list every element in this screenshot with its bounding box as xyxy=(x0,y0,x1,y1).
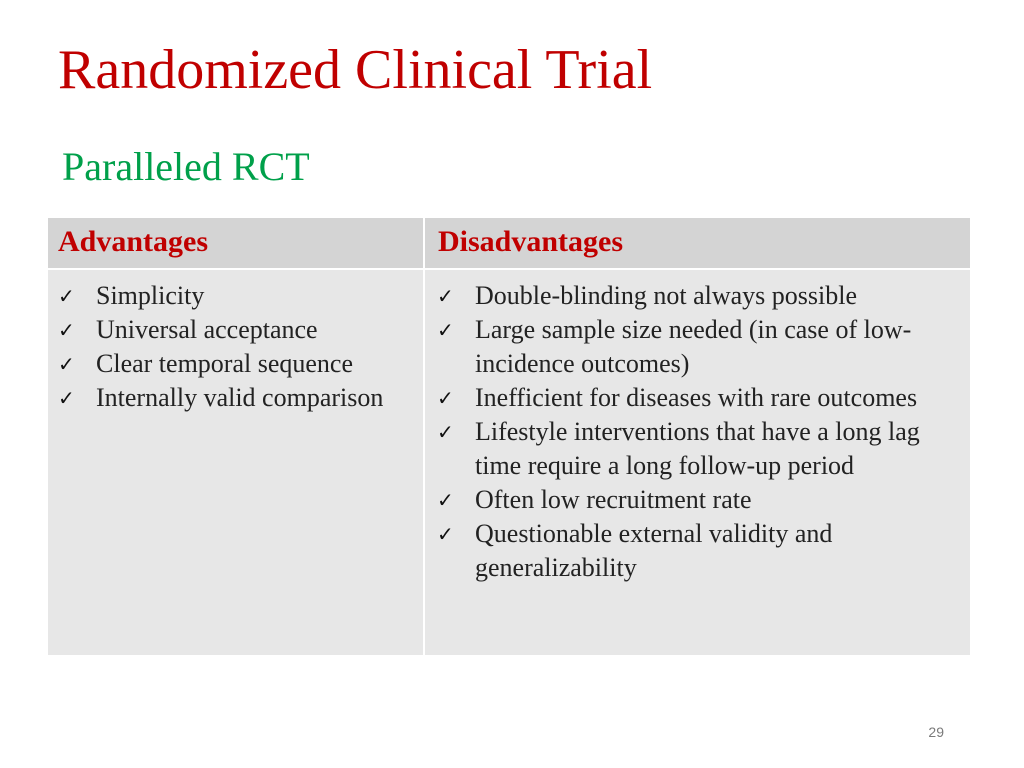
check-mark-icon: ✓ xyxy=(437,318,454,342)
check-mark-icon: ✓ xyxy=(58,284,75,308)
list-item xyxy=(437,279,970,313)
check-mark-icon: ✓ xyxy=(437,284,454,308)
advantages-cell xyxy=(48,270,423,655)
list-item xyxy=(58,347,423,381)
check-mark-icon: ✓ xyxy=(58,318,75,342)
disadvantage-item: Lifestyle interventions that have a long lag time require a long follow-up period xyxy=(475,417,920,480)
advantage-item: Simplicity xyxy=(96,281,205,310)
advantages-header-cell xyxy=(48,218,423,268)
check-mark-icon: ✓ xyxy=(437,386,454,410)
page-number: 29 xyxy=(928,724,944,740)
disadvantage-item: Often low recruitment rate xyxy=(475,485,752,514)
disadvantage-item: Large sample size needed (in case of low-incidence outcomes) xyxy=(475,315,912,378)
check-mark-icon: ✓ xyxy=(437,420,454,444)
check-mark-icon: ✓ xyxy=(58,352,75,376)
disadvantage-item: Questionable external validity and generalizability xyxy=(475,519,833,582)
list-item xyxy=(58,313,423,347)
advantages-header: Advantages xyxy=(58,225,209,258)
advantage-item: Clear temporal sequence xyxy=(96,349,353,378)
advantage-item: Internally valid comparison xyxy=(96,383,384,412)
list-item xyxy=(58,381,423,415)
advantage-item: Universal acceptance xyxy=(96,315,318,344)
list-item xyxy=(437,483,970,517)
comparison-table xyxy=(48,218,970,655)
check-mark-icon: ✓ xyxy=(58,386,75,410)
disadvantage-item: Inefficient for diseases with rare outcomes xyxy=(475,383,918,412)
list-item xyxy=(437,415,970,483)
advantages-list xyxy=(58,279,423,415)
list-item xyxy=(437,517,970,585)
disadvantages-header: Disadvantages xyxy=(438,225,624,258)
list-item xyxy=(437,313,970,381)
slide-title: Randomized Clinical Trial xyxy=(58,39,653,101)
list-item xyxy=(437,381,970,415)
slide-subtitle: Paralleled RCT xyxy=(62,144,310,189)
disadvantage-item: Double-blinding not always possible xyxy=(475,281,858,310)
check-mark-icon: ✓ xyxy=(437,522,454,546)
list-item xyxy=(58,279,423,313)
disadvantages-header-cell xyxy=(425,218,970,268)
disadvantages-cell xyxy=(425,270,970,655)
disadvantages-list xyxy=(437,279,970,585)
check-mark-icon: ✓ xyxy=(437,488,454,512)
